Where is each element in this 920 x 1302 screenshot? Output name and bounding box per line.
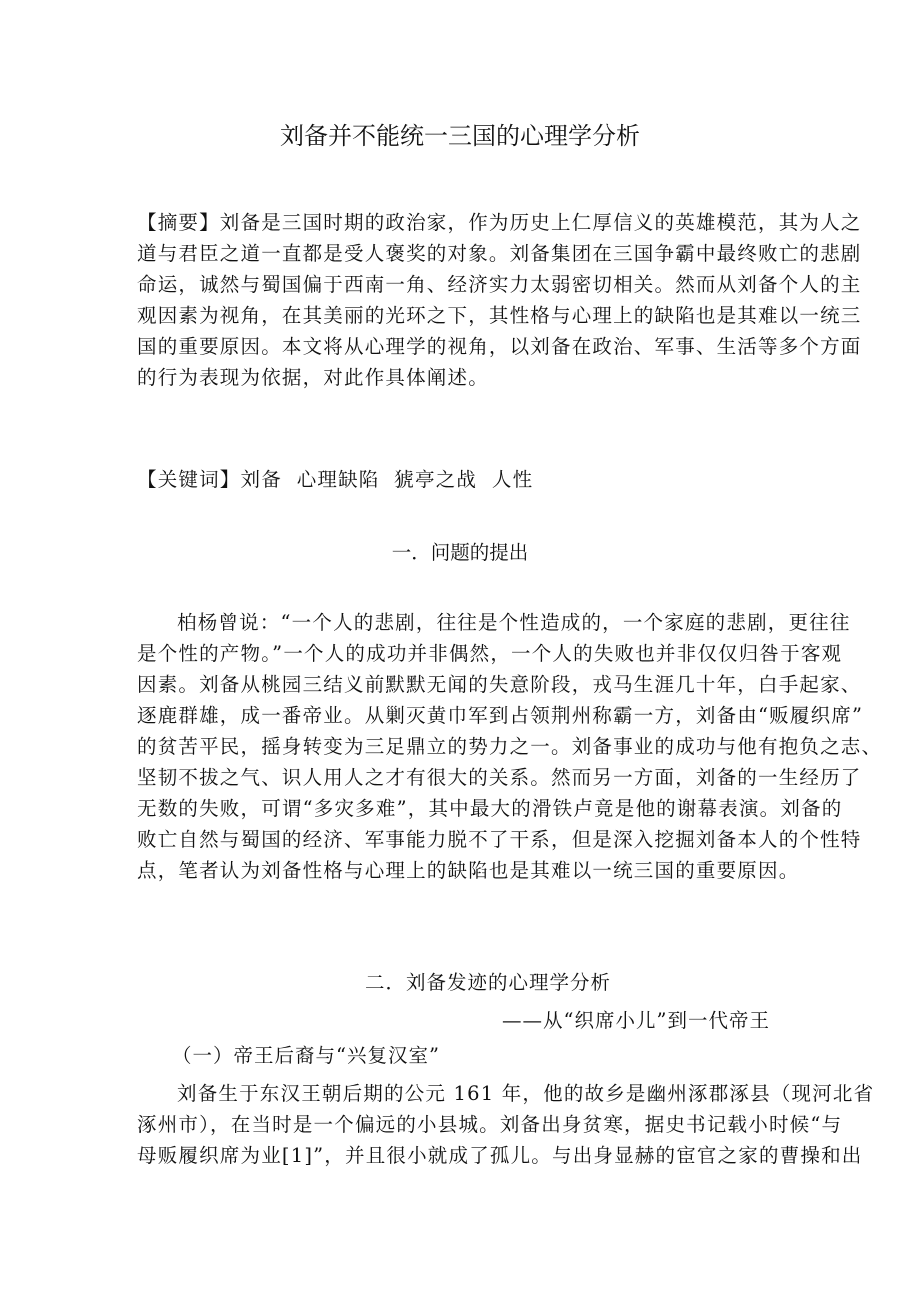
paragraph-line: 逐鹿群雄，成一番帝业。从剿灭黄巾军到占领荆州称霸一方，刘备由“贩履织席” [137,704,864,727]
paragraph-line: 是个性的产物。”一个人的成功并非偶然，一个人的失败也并非仅仅归咎于客观 [137,642,843,665]
abstract-line: 的行为表现为依据，对此作具体阐述。 [137,366,489,389]
subsection-1-heading: （一）帝王后裔与“兴复汉室” [172,1044,440,1067]
abstract-paragraph [137,207,862,393]
paragraph-line: 刘备生于东汉王朝后期的公元 161 年，他的故乡是幽州涿郡涿县（现河北省 [177,1082,875,1105]
document-title: 刘备并不能统一三国的心理学分析 [280,122,640,150]
paragraph-line: 无数的失败，可谓“多灾多难”，其中最大的滑铁卢竟是他的谢幕表演。刘备的 [137,797,843,820]
paragraph-line: 坚韧不拔之气、识人用人之才有很大的关系。然而另一方面，刘备的一生经历了 [137,766,862,789]
abstract-line: 观因素为视角，在其美丽的光环之下，其性格与心理上的缺陷也是其难以一统三 [137,304,862,327]
paragraph-line: 点，笔者认为刘备性格与心理上的缺陷也是其难以一统三国的重要原因。 [137,859,800,882]
paragraph-line: 的贫苦平民，摇身转变为三足鼎立的势力之一。刘备事业的成功与他有抱负之志、 [137,735,883,758]
abstract-line: 道与君臣之道一直都是受人褒奖的对象。刘备集团在三国争霸中最终败亡的悲剧 [137,242,862,265]
paragraph-line: 因素。刘备从桃园三结义前默默无闻的失意阶段，戎马生涯几十年，白手起家、 [137,673,862,696]
keywords-text: 【关键词】刘备 心理缺陷 猇亭之战 人性 [137,468,534,491]
paragraph-line: 柏杨曾说：“一个人的悲剧，往往是个性造成的，一个家庭的悲剧，更往往 [177,611,851,634]
abstract-line: 命运，诚然与蜀国偏于西南一角、经济实力太弱密切相关。然而从刘备个人的主 [137,273,862,296]
section-2-heading: 二．刘备发迹的心理学分析 [365,971,612,994]
section-1-heading: 一．问题的提出 [391,541,529,564]
abstract-line: 【摘要】刘备是三国时期的政治家，作为历史上仁厚信义的英雄模范，其为人之 [137,211,862,234]
abstract-line: 国的重要原因。本文将从心理学的视角，以刘备在政治、军事、生活等多个方面 [137,335,862,358]
subsection-1-paragraph [137,1078,875,1171]
keywords-line [137,464,779,495]
paragraph-line: 母贩履织席为业[1]”，并且很小就成了孤儿。与出身显赫的宦官之家的曹操和出 [137,1144,863,1167]
paragraph-line: 涿州市），在当时是一个偏远的小县城。刘备出身贫寒，据史书记载小时候“与 [137,1113,843,1136]
paragraph-line: 败亡自然与蜀国的经济、军事能力脱不了干系，但是深入挖掘刘备本人的个性特 [137,828,862,851]
section-2-subtitle: ——从“织席小儿”到一代帝王 [502,1009,770,1032]
section-1-paragraph [137,607,883,886]
